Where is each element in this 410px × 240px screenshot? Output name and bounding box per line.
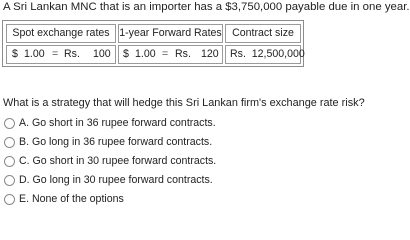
option-b-label: B. Go long in 36 rupee forward contracts. [19,136,213,148]
spot-usd-symbol: $ [12,48,18,60]
spot-equals: = [52,48,59,60]
contract-size-cell [225,45,305,64]
option-c[interactable] [4,154,304,168]
radio-button-icon[interactable] [4,175,15,186]
exchange-rate-table [2,20,304,67]
question-text: What is a strategy that will hedge this Sri Lankan firm's exchange rate risk? [3,97,365,109]
radio-button-icon[interactable] [4,194,15,205]
spot-rate-cell [6,45,116,64]
option-e-label: E. None of the options [19,193,124,205]
header-forward-rates: 1-year Forward Rates [118,24,223,43]
forward-usd-symbol: $ [123,48,129,60]
option-b[interactable] [4,135,304,149]
option-d[interactable] [4,173,304,187]
forward-currency: Rs. [175,48,191,60]
contract-size-value: Rs. 12,500,000 [230,48,305,60]
problem-statement: A Sri Lankan MNC that is an importer has a $3,750,000 payable due in one year. [3,1,410,13]
radio-button-icon[interactable] [4,156,15,167]
radio-button-icon[interactable] [4,137,15,148]
header-spot-rates: Spot exchange rates [6,24,116,43]
forward-equals: = [162,48,169,60]
option-a[interactable] [4,116,304,130]
forward-rate-cell [118,45,223,64]
spot-usd-amount: 1.00 [24,48,45,60]
option-d-label: D. Go long in 30 rupee forward contracts. [19,174,213,186]
forward-rupee-amount: 120 [201,48,219,60]
spot-currency: Rs. [64,48,80,60]
forward-usd-amount: 1.00 [135,48,156,60]
option-a-label: A. Go short in 36 rupee forward contracts. [19,117,216,129]
radio-button-icon[interactable] [4,118,15,129]
option-e[interactable] [4,192,304,206]
header-contract-size: Contract size [225,24,301,43]
option-c-label: C. Go short in 30 rupee forward contracts. [19,155,217,167]
spot-rupee-amount: 100 [93,48,111,60]
